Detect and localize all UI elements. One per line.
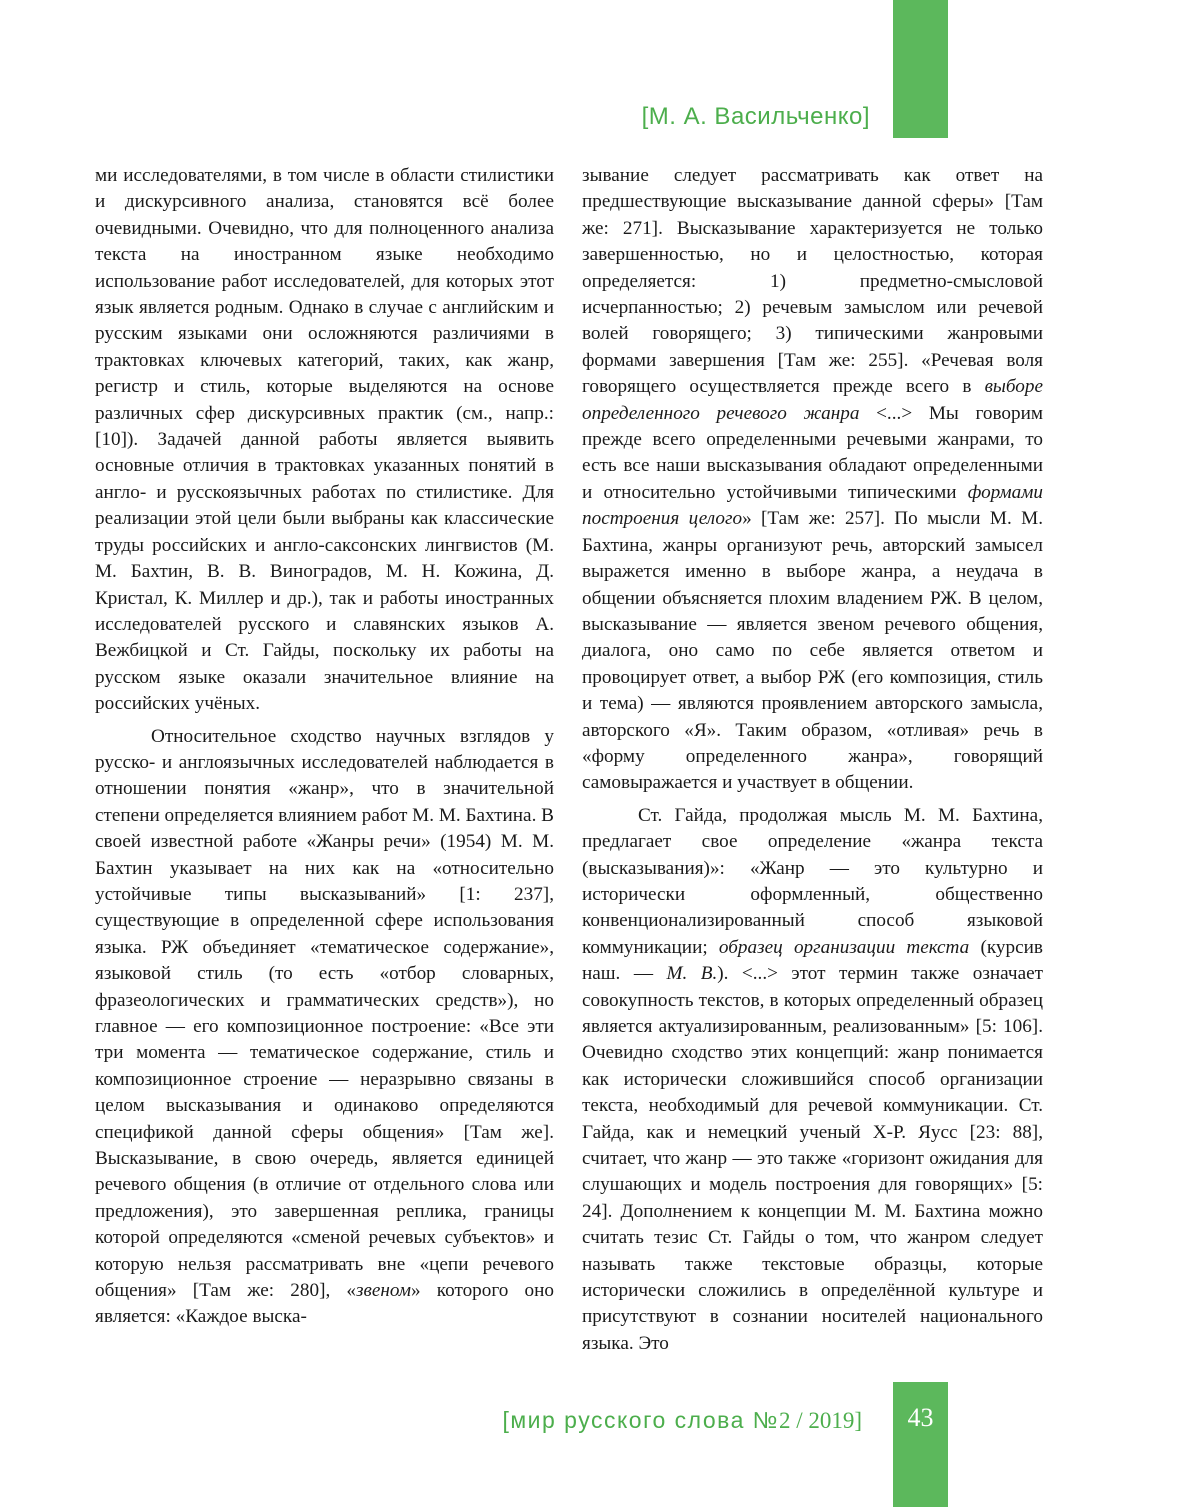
italic-quote-1: выборе определенного речевого жанра <box>582 376 1043 424</box>
right-paragraph-1: зывание следует рассматривать как ответ на предшествующие высказывание данной сферы» [Там же: 271]. Высказывание характеризуется не только завершенностью, но и целостностью, которая определяется: 1) предметно-смысловой исчерпанностью; 2) речевым замыслом или речевой волей говорящего; 3) типическими жанровыми формами завершения [Там же: 255]. «Речевая воля говорящего осуществляется прежде всего в выборе определенного речевого жанра <...> Мы говорим прежде всего определенными речевыми жанрами, то есть все наши высказывания обладают определенными и относительно устойчивыми типическими формами построения целого» [Там же: 257]. По мысли М. М. Бахтина, жанры организуют речь, авторский замысел выражется именно в выборе жанра, а неудача в общении объясняется плохим владением РЖ. В целом, высказывание — является звеном речевого общения, диалога, оно само по себе является ответом и провоцирует ответ, а выбор РЖ (его композиция, стиль и тема) — являются проявлением авторского замысла, авторского «Я». Таким образом, «отливая» речь в «форму определенного жанра», говорящий самовыражается и участвует в общении. <box>582 165 1043 794</box>
left-paragraph-1: ми исследователями, в том числе в области стилистики и дискурсивного анализа, становятся всё более очевидными. Очевидно, что для полноценного анализа текста на иностранном языке необходимо использование работ исследователей, для которых этот язык является родным. Однако в случае с английским и русским языками они осложняются различиями в трактовках ключевых категорий, таких, как жанр, регистр и стиль, которые выделяются на основе различных сфер дискурсивных практик (см., напр.: [10]). Задачей данной работы является выявить основные отличия в трактовках указанных понятий в англо- и русскоязычных работах по стилистике. Для реализации этой цели были выбраны как классические труды российских и англо-саксонских лингвистов (М. М. Бахтин, В. В. Виноградов, М. Н. Кожина, Д. Кристал, К. Миллер и др.), так и работы иностранных исследователей русского и славянских языков А. Вежбицкой и Ст. Гайды, поскольку их работы на русском языке оказали значительное влияние на российских учёных. <box>95 165 554 715</box>
left-column <box>95 163 554 1331</box>
bottom-green-bar <box>893 1382 948 1507</box>
right-paragraph-2: Ст. Гайда, продолжая мысль М. М. Бахтина, предлагает свое определение «жанра текста (высказывания)»: «Жанр — это культурно и исторически оформленный, общественно конвенционализированный способ языковой коммуникации; образец организации текста (курсив наш. — М. В.). <...> этот термин также означает совокупность текстов, в которых определенный образец является актуализированным, реализованным» [5: 106]. Очевидно сходство этих концепций: жанр понимается как исторически сложившийся способ организации текста, необходимый для речевой коммуникации. Ст. Гайда, как и немецкий ученый Х-Р. Яусс [23: 88], считает, что жанр — это также «горизонт ожидания для слушающих и модель построения для говорящих» [5: 24]. Дополнением к концепции М. М. Бахтина можно считать тезис Ст. Гайды о том, что жанром следует называть также текстовые образцы, которые исторически сложились в определённой культуре и присутствуют в сознании носителей национального языка. Это <box>582 804 1043 1354</box>
italic-quote-2: формами построения целого <box>582 481 1043 530</box>
italic-quote-3: образец организации текста <box>718 936 970 958</box>
italic-initials: М. В. <box>666 963 718 985</box>
italic-term: звеном <box>356 1280 411 1302</box>
running-foot-journal: [мир русского слова №2 / 2019] <box>502 1407 862 1433</box>
right-column <box>582 163 1043 1357</box>
top-green-bar <box>893 0 948 138</box>
page-number: 43 <box>907 1403 934 1432</box>
left-paragraph-2: Относительное сходство научных взглядов у русско- и англоязычных исследователей наблюдается в отношении понятия «жанр», что в значительной степени определяется влиянием работ М. М. Бахтина. В своей известной работе «Жанры речи» (1954) М. М. Бахтин указывает на них как на «относительно устойчивые типы высказываний» [1: 237], существующие в определенной сфере использования языка. РЖ объединяет «тематическое содержание», языковой стиль (то есть «отбор словарных, фразеологических и грамматических средств»), но главное — его композиционное построение: «Все эти три момента — тематическое содержание, стиль и композиционное строение — неразрывно связаны в целом высказывания и одинаково определяются спецификой данной сферы общения» [Там же]. Высказывание, в свою очередь, является единицей речевого общения (в отличие от отдельного слова или предложения), это завершенная реплика, границы которой определяются «сменой речевых субъектов» и которую нельзя рассматривать вне «цепи речевого общения» [Там же: 280], «звеном» которого оно является: «Каждое выска- <box>95 725 554 1328</box>
running-head-author: [М. А. Васильченко] <box>641 103 870 130</box>
